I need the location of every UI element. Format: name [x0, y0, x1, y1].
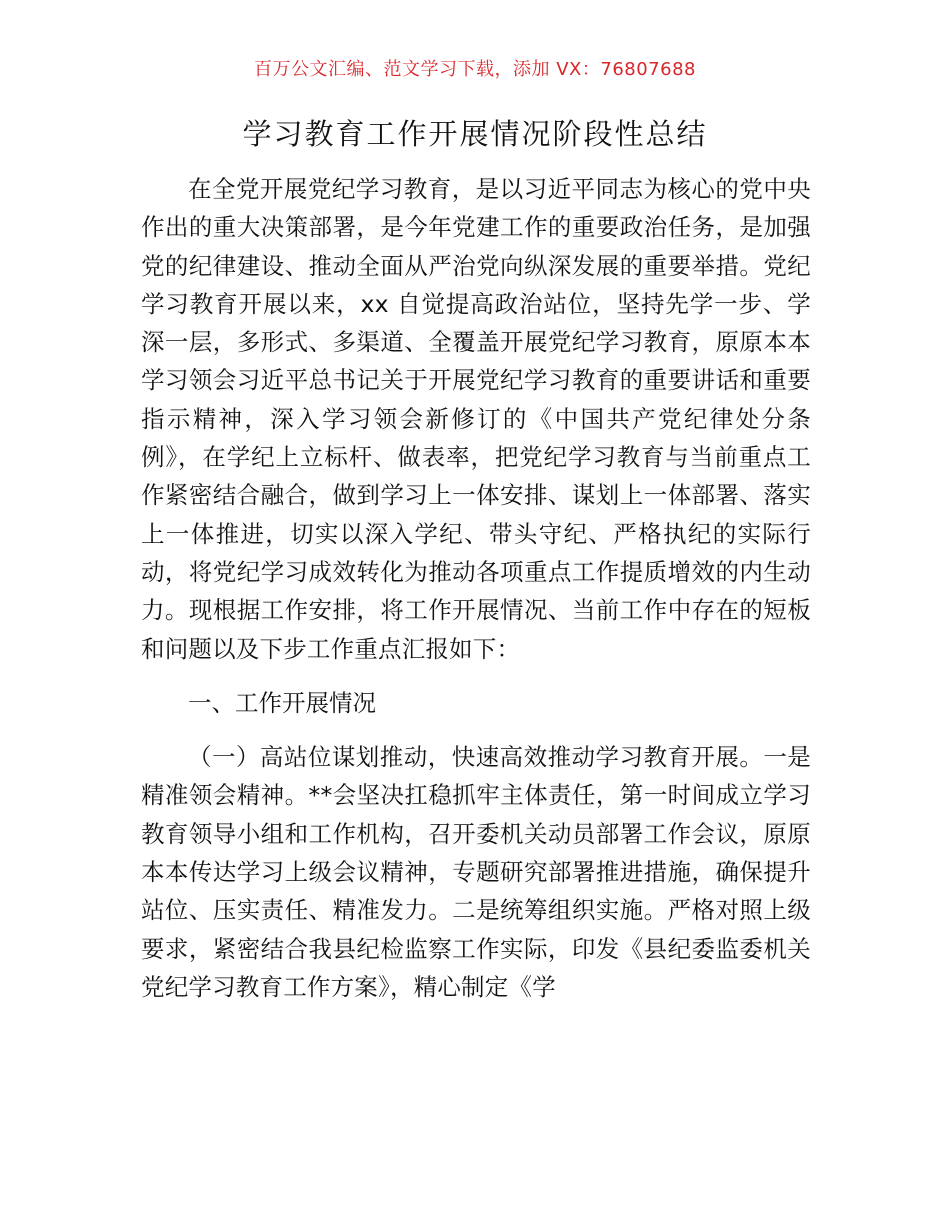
document-title: 学习教育工作开展情况阶段性总结 — [242, 117, 708, 151]
section-paragraph: （一）高站位谋划推动，快速高效推动学习教育开展。一是精准领会精神。**会坚决扛稳抓牢主体责任，第一时间成立学习教育领导小组和工作机构，召开委机关动员部署工作会议，原原本本传达学习上级会议精神，专题研究部署推进措施，确保提升站位、压实责任、精准发力。二是统筹组织实施。严格对照上级要求，紧密结合我县纪检监察工作实际，印发《县纪委监委机关党纪学习教育工作方案》，精心制定《学 — [141, 743, 811, 1001]
section-heading: 一、工作开展情况 — [188, 688, 376, 717]
intro-paragraph: 在全党开展党纪学习教育，是以习近平同志为核心的党中央作出的重大决策部署，是今年党建工作的重要政治任务，是加强党的纪律建设、推动全面从严治党向纵深发展的重要举措。党纪学习教育开展以来，xx 自觉提高政治站位，坚持先学一步、学深一层，多形式、多渠道、全覆盖开展党纪学习教育，原原本本学习领会习近平总书记关于开展党纪学习教育的重要讲话和重要指示精神，深入学习领会新修订的《中国共产党纪律处分条例》，在学纪上立标杆、做表率，把党纪学习教育与当前重点工作紧密结合融合，做到学习上一体安排、谋划上一体部署、落实上一体推进，切实以深入学纪、带头守纪、严格执纪的实际行动，将党纪学习成效转化为推动各项重点工作提质增效的内生动力。现根据工作安排，将工作开展情况、当前工作中存在的短板和问题以及下步工作重点汇报如下： — [141, 175, 811, 663]
header-promo-note: 百万公文汇编、范文学习下载，添加 VX：76807688 — [254, 59, 696, 80]
document-body — [141, 170, 811, 1006]
